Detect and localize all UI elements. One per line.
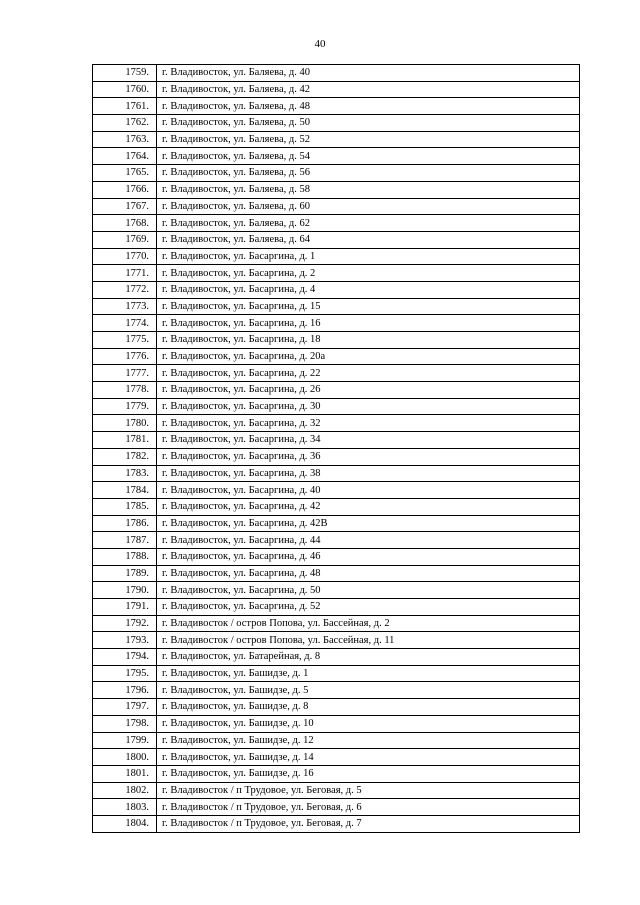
table-row <box>93 348 580 365</box>
row-address: г. Владивосток / п Трудовое, ул. Беговая, д. 6 <box>157 799 580 816</box>
row-address: г. Владивосток, ул. Баляева, д. 42 <box>157 81 580 98</box>
row-address: г. Владивосток, ул. Баляева, д. 62 <box>157 215 580 232</box>
row-number: 1782. <box>93 448 157 465</box>
table-row <box>93 198 580 215</box>
page-number: 40 <box>314 38 326 50</box>
row-address: г. Владивосток, ул. Баляева, д. 54 <box>157 148 580 165</box>
table-row <box>93 732 580 749</box>
row-number: 1795. <box>93 665 157 682</box>
row-number: 1760. <box>93 81 157 98</box>
table-row <box>93 115 580 132</box>
row-number: 1763. <box>93 131 157 148</box>
row-address: г. Владивосток, ул. Басаргина, д. 38 <box>157 465 580 482</box>
row-address: г. Владивосток, ул. Басаргина, д. 20а <box>157 348 580 365</box>
table-row <box>93 332 580 349</box>
row-number: 1772. <box>93 281 157 298</box>
row-number: 1793. <box>93 632 157 649</box>
row-number: 1783. <box>93 465 157 482</box>
row-number: 1788. <box>93 548 157 565</box>
address-table <box>92 64 580 833</box>
table-row <box>93 682 580 699</box>
row-address: г. Владивосток, ул. Басаргина, д. 48 <box>157 565 580 582</box>
table-row <box>93 165 580 182</box>
row-address: г. Владивосток, ул. Башидзе, д. 5 <box>157 682 580 699</box>
table-row <box>93 515 580 532</box>
row-number: 1784. <box>93 482 157 499</box>
table-row <box>93 432 580 449</box>
table-row <box>93 715 580 732</box>
row-address: г. Владивосток, ул. Басаргина, д. 22 <box>157 365 580 382</box>
table-row <box>93 81 580 98</box>
row-address: г. Владивосток, ул. Башидзе, д. 8 <box>157 699 580 716</box>
table-row <box>93 782 580 799</box>
row-address: г. Владивосток, ул. Баляева, д. 40 <box>157 65 580 82</box>
table-row <box>93 498 580 515</box>
row-number: 1796. <box>93 682 157 699</box>
row-address: г. Владивосток, ул. Башидзе, д. 16 <box>157 765 580 782</box>
table-row <box>93 365 580 382</box>
table-row <box>93 131 580 148</box>
row-number: 1791. <box>93 599 157 616</box>
row-number: 1786. <box>93 515 157 532</box>
row-number: 1789. <box>93 565 157 582</box>
row-number: 1794. <box>93 649 157 666</box>
table-row <box>93 615 580 632</box>
address-table-body <box>93 65 580 833</box>
row-number: 1769. <box>93 231 157 248</box>
row-address: г. Владивосток, ул. Басаргина, д. 30 <box>157 398 580 415</box>
row-number: 1764. <box>93 148 157 165</box>
row-address: г. Владивосток / п Трудовое, ул. Беговая, д. 7 <box>157 815 580 832</box>
row-number: 1780. <box>93 415 157 432</box>
row-number: 1775. <box>93 332 157 349</box>
row-address: г. Владивосток, ул. Басаргина, д. 2 <box>157 265 580 282</box>
row-address: г. Владивосток, ул. Башидзе, д. 1 <box>157 665 580 682</box>
row-number: 1792. <box>93 615 157 632</box>
row-number: 1797. <box>93 699 157 716</box>
row-number: 1767. <box>93 198 157 215</box>
row-number: 1776. <box>93 348 157 365</box>
row-address: г. Владивосток, ул. Басаргина, д. 16 <box>157 315 580 332</box>
row-address: г. Владивосток, ул. Басаргина, д. 52 <box>157 599 580 616</box>
row-number: 1761. <box>93 98 157 115</box>
table-row <box>93 665 580 682</box>
row-number: 1762. <box>93 115 157 132</box>
row-number: 1759. <box>93 65 157 82</box>
row-address: г. Владивосток / п Трудовое, ул. Беговая, д. 5 <box>157 782 580 799</box>
table-row <box>93 565 580 582</box>
table-row <box>93 582 580 599</box>
row-number: 1768. <box>93 215 157 232</box>
table-row <box>93 298 580 315</box>
row-number: 1801. <box>93 765 157 782</box>
table-row <box>93 599 580 616</box>
row-address: г. Владивосток, ул. Басаргина, д. 46 <box>157 548 580 565</box>
row-address: г. Владивосток, ул. Басаргина, д. 15 <box>157 298 580 315</box>
row-address: г. Владивосток, ул. Басаргина, д. 18 <box>157 332 580 349</box>
table-row <box>93 765 580 782</box>
row-address: г. Владивосток, ул. Басаргина, д. 36 <box>157 448 580 465</box>
row-address: г. Владивосток / остров Попова, ул. Бассейная, д. 11 <box>157 632 580 649</box>
table-row <box>93 465 580 482</box>
table-row <box>93 215 580 232</box>
row-number: 1770. <box>93 248 157 265</box>
row-number: 1799. <box>93 732 157 749</box>
table-row <box>93 148 580 165</box>
row-address: г. Владивосток, ул. Башидзе, д. 12 <box>157 732 580 749</box>
row-number: 1800. <box>93 749 157 766</box>
row-address: г. Владивосток, ул. Басаргина, д. 26 <box>157 382 580 399</box>
table-row <box>93 749 580 766</box>
row-number: 1777. <box>93 365 157 382</box>
table-row <box>93 65 580 82</box>
table-row <box>93 281 580 298</box>
table-row <box>93 482 580 499</box>
row-number: 1803. <box>93 799 157 816</box>
row-address: г. Владивосток, ул. Басаргина, д. 34 <box>157 432 580 449</box>
table-row <box>93 532 580 549</box>
row-number: 1773. <box>93 298 157 315</box>
row-number: 1774. <box>93 315 157 332</box>
row-address: г. Владивосток, ул. Баляева, д. 64 <box>157 231 580 248</box>
row-address: г. Владивосток, ул. Баляева, д. 58 <box>157 181 580 198</box>
row-address: г. Владивосток, ул. Баляева, д. 60 <box>157 198 580 215</box>
row-number: 1798. <box>93 715 157 732</box>
row-address: г. Владивосток, ул. Баляева, д. 48 <box>157 98 580 115</box>
table-row <box>93 248 580 265</box>
table-row <box>93 231 580 248</box>
table-row <box>93 181 580 198</box>
row-number: 1785. <box>93 498 157 515</box>
row-number: 1766. <box>93 181 157 198</box>
row-number: 1802. <box>93 782 157 799</box>
row-address: г. Владивосток, ул. Басаргина, д. 40 <box>157 482 580 499</box>
row-address: г. Владивосток, ул. Баляева, д. 52 <box>157 131 580 148</box>
row-number: 1787. <box>93 532 157 549</box>
row-number: 1778. <box>93 382 157 399</box>
table-row <box>93 265 580 282</box>
table-row <box>93 632 580 649</box>
table-row <box>93 699 580 716</box>
table-row <box>93 548 580 565</box>
table-row <box>93 649 580 666</box>
row-number: 1765. <box>93 165 157 182</box>
table-row <box>93 799 580 816</box>
row-address: г. Владивосток, ул. Башидзе, д. 10 <box>157 715 580 732</box>
row-number: 1781. <box>93 432 157 449</box>
row-address: г. Владивосток, ул. Башидзе, д. 14 <box>157 749 580 766</box>
row-number: 1790. <box>93 582 157 599</box>
row-address: г. Владивосток / остров Попова, ул. Бассейная, д. 2 <box>157 615 580 632</box>
table-row <box>93 815 580 832</box>
table-row <box>93 398 580 415</box>
row-address: г. Владивосток, ул. Баляева, д. 50 <box>157 115 580 132</box>
row-number: 1804. <box>93 815 157 832</box>
row-address: г. Владивосток, ул. Басаргина, д. 4 <box>157 281 580 298</box>
row-address: г. Владивосток, ул. Басаргина, д. 42 <box>157 498 580 515</box>
row-address: г. Владивосток, ул. Басаргина, д. 44 <box>157 532 580 549</box>
row-address: г. Владивосток, ул. Баляева, д. 56 <box>157 165 580 182</box>
row-address: г. Владивосток, ул. Басаргина, д. 42В <box>157 515 580 532</box>
table-row <box>93 98 580 115</box>
table-row <box>93 415 580 432</box>
row-address: г. Владивосток, ул. Басаргина, д. 50 <box>157 582 580 599</box>
table-row <box>93 382 580 399</box>
row-number: 1779. <box>93 398 157 415</box>
table-row <box>93 315 580 332</box>
table-row <box>93 448 580 465</box>
row-address: г. Владивосток, ул. Батарейная, д. 8 <box>157 649 580 666</box>
row-address: г. Владивосток, ул. Басаргина, д. 1 <box>157 248 580 265</box>
row-number: 1771. <box>93 265 157 282</box>
row-address: г. Владивосток, ул. Басаргина, д. 32 <box>157 415 580 432</box>
